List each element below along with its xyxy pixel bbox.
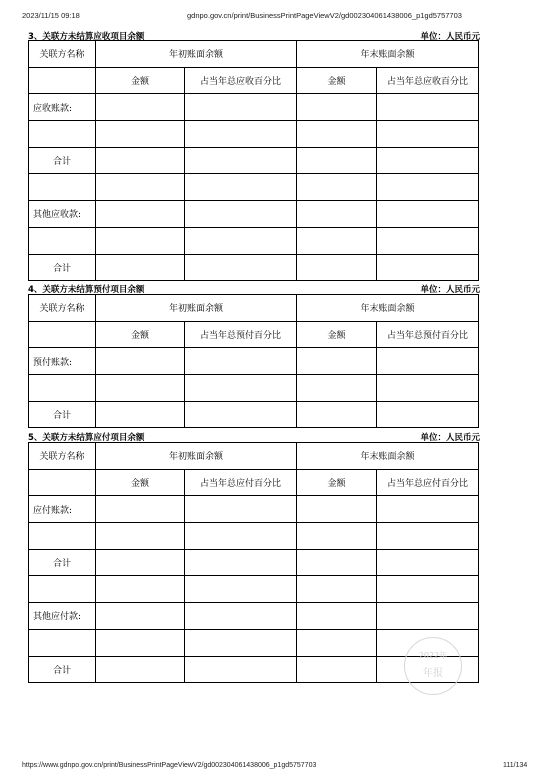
col-party-header: 关联方名称 [29,295,96,322]
header-row [29,443,479,470]
row-label: 应付账款: [29,496,96,523]
table-row [29,375,479,402]
row-label: 合计 [29,401,96,428]
row-label: 合计 [29,147,96,174]
row-label: 合计 [29,656,96,683]
table-row [29,147,479,174]
col-begin-header: 年初账面余额 [96,295,297,322]
unit-label: 单位：人民币元 [420,285,480,295]
col-end-pct: 占当年总预付百分比 [377,321,479,348]
subheader-row [29,67,479,94]
table-row [29,603,479,630]
table-row [29,496,479,523]
col-end-amount: 金额 [297,67,377,94]
col-begin-amount: 金额 [96,469,185,496]
row-label: 应收账款: [29,94,96,121]
print-footer-url: https://www.gdnpo.gov.cn/print/BusinessPrintPageViewV2/gd002304061438006_p1gd5757703 [22,762,317,769]
table-row [29,174,479,201]
col-party-header: 关联方名称 [29,443,96,470]
table-row [29,401,479,428]
table-row [29,227,479,254]
subheader-row [29,469,479,496]
subheader-row [29,321,479,348]
col-party-header: 关联方名称 [29,41,96,68]
row-label: 预付账款: [29,348,96,375]
table-row [29,254,479,281]
table-row [29,523,479,550]
annual-report-stamp [404,637,462,695]
section-title: 5、关联方未结算应付项目余额 [28,433,145,443]
print-page-number: 111/134 [503,762,528,769]
col-end-header: 年末账面余额 [297,443,479,470]
col-end-header: 年末账面余额 [297,41,479,68]
unit-label: 单位：人民币元 [420,32,480,42]
table-row [29,201,479,228]
row-label: 其他应付款: [29,603,96,630]
unit-label: 单位：人民币元 [420,433,480,443]
col-end-pct: 占当年总应收百分比 [377,67,479,94]
col-end-pct: 占当年总应付百分比 [377,469,479,496]
section-title: 3、关联方未结算应收项目余额 [28,32,145,42]
row-label: 其他应收款: [29,201,96,228]
table-row [29,94,479,121]
header-row [29,41,479,68]
section-title: 4、关联方未结算预付项目余额 [28,285,145,295]
print-page-title: gdnpo.gov.cn/print/BusinessPrintPageViewV2/gd002304061438006_p1gd5757703 [187,11,462,20]
row-label: 合计 [29,254,96,281]
col-begin-pct: 占当年总应付百分比 [185,469,297,496]
stamp-year: 2022年 [418,651,448,660]
prepayments-table [28,294,479,428]
col-begin-header: 年初账面余额 [96,41,297,68]
table-row [29,121,479,148]
row-label: 合计 [29,549,96,576]
receivables-table [28,40,479,281]
table-row [29,549,479,576]
col-begin-pct: 占当年总预付百分比 [185,321,297,348]
col-begin-pct: 占当年总应收百分比 [185,67,297,94]
table-row [29,348,479,375]
col-end-amount: 金额 [297,321,377,348]
table-row [29,576,479,603]
col-end-amount: 金额 [297,469,377,496]
print-datetime: 2023/11/15 09:18 [22,11,80,20]
col-begin-amount: 金额 [96,321,185,348]
col-begin-amount: 金额 [96,67,185,94]
col-begin-header: 年初账面余额 [96,443,297,470]
header-row [29,295,479,322]
stamp-label: 年报 [423,668,443,679]
col-end-header: 年末账面余额 [297,295,479,322]
